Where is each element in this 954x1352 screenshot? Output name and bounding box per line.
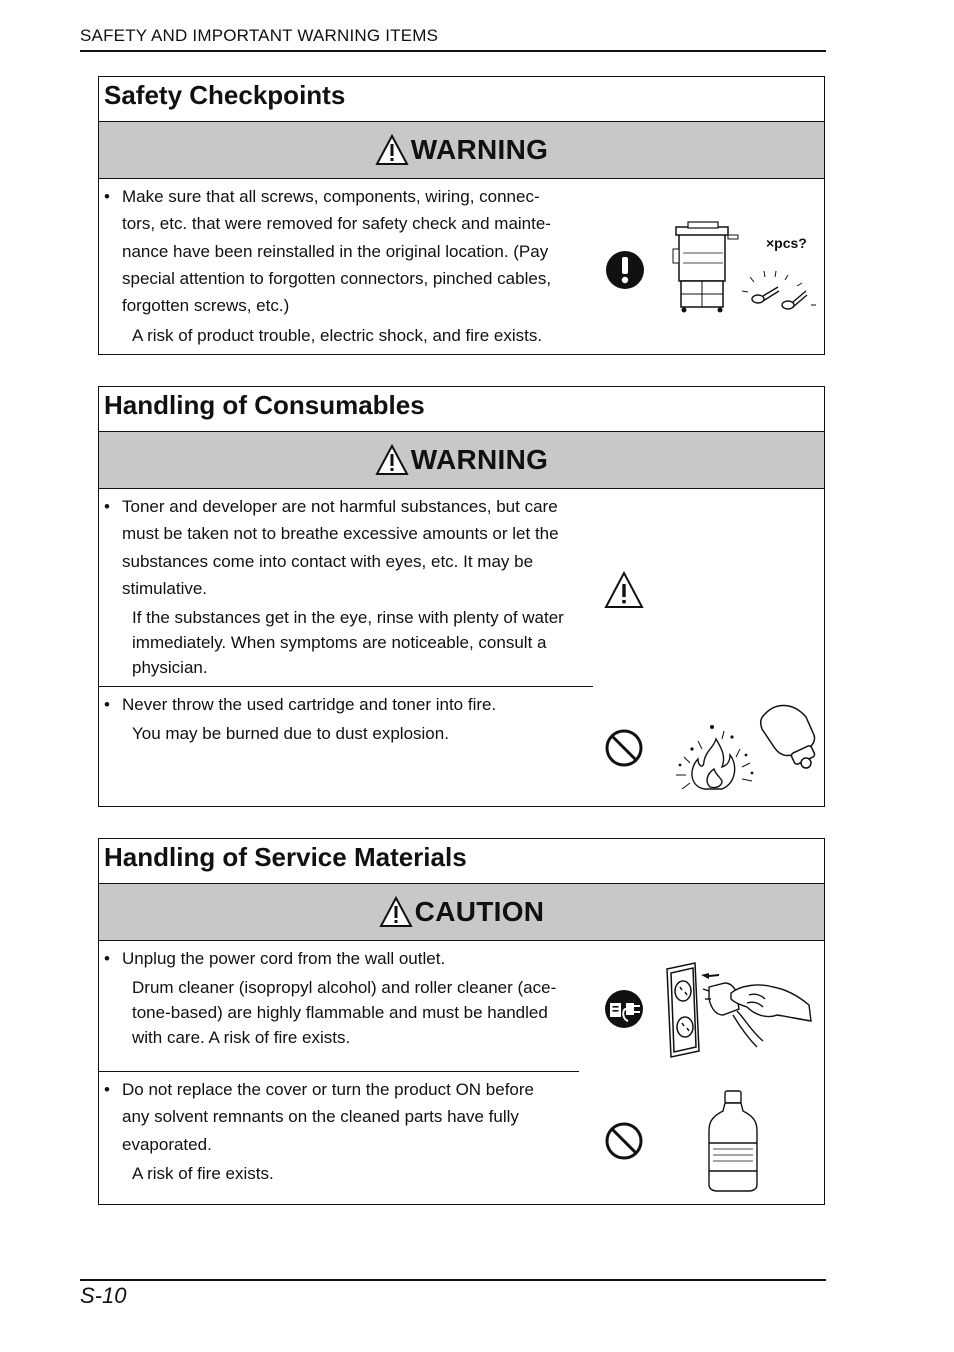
section-title: Handling of Service Materials [99,839,824,884]
item-note [99,605,593,680]
text-line: Toner and developer are not harmful substances, but care [122,497,558,516]
solvent-bottle-illustration [699,1087,769,1195]
bullet-item: • Make sure that all screws, components, wiring, connec- tors, etc. that were removed for safety check and mainte- nance have been reinstalled in the original location. (Pay special attention to forgotten connectors, pinched cables, forgotten screws, etc.) [99,183,593,319]
section-title: Safety Checkpoints [99,77,824,122]
item-note [99,975,593,1050]
bullet-item: • Do not replace the cover or turn the product ON before any solvent remnants on the cleaned parts have fully evaporated. [99,1076,593,1158]
text-line: special attention to forgotten connectors, pinched cables, [122,268,552,288]
prohibition-icon [604,1121,644,1161]
warning-label: WARNING [410,444,549,475]
unplug-icon [604,989,644,1029]
warning-banner [99,122,824,179]
item-note: You may be burned due to dust explosion. [132,724,449,744]
bullet-item: • Unplug the power cord from the wall outlet. [99,945,593,972]
text-line: stimulative. [122,578,208,598]
section-safety-checkpoints [98,76,825,355]
bullet-item: • Toner and developer are not harmful substances, but care must be taken not to breathe excessive amounts or let the substances come into contact with eyes, etc. It may be stimulative. [99,493,593,602]
note-line: with care. A risk of fire exists. [132,1028,351,1048]
row-divider [99,1071,579,1072]
prohibition-icon [604,728,644,768]
text-line: any solvent remnants on the cleaned parts have fully [122,1107,519,1127]
section-handling-service-materials [98,838,825,1205]
text-line: substances come into contact with eyes, etc. It may be [122,551,534,571]
pcs-label: ×pcs? [766,235,807,251]
warning-banner [99,432,824,489]
toner-fire-illustration [664,697,824,797]
footer-rule [80,1279,826,1281]
page-number: S-10 [80,1283,127,1308]
item-row [99,179,824,354]
text-line: tors, etc. that were removed for safety check and mainte- [122,214,551,234]
text-line: Do not replace the cover or turn the product ON before [122,1080,535,1099]
note-line: Drum cleaner (isopropyl alcohol) and roller cleaner (ace- [132,978,557,998]
section-handling-consumables [98,386,825,807]
warning-triangle-icon [375,444,409,476]
text-line: Unplug the power cord from the wall outlet. [122,949,446,968]
running-header: SAFETY AND IMPORTANT WARNING ITEMS [80,26,826,52]
warning-triangle-icon [375,134,409,166]
text-line: Never throw the used cartridge and toner into fire. [122,695,497,714]
note-line: If the substances get in the eye, rinse with plenty of water [132,608,564,628]
note-line: immediately. When symptoms are noticeable, consult a [132,633,547,653]
caution-triangle-icon [604,570,644,610]
item-row [99,941,824,1204]
caution-label: CAUTION [414,896,545,927]
section-title: Handling of Consumables [99,387,824,432]
note-line: physician. [132,658,208,678]
note-line: tone-based) are highly flammable and must be handled [132,1003,548,1023]
caution-banner [99,884,824,941]
warning-label: WARNING [410,134,549,165]
text-line: must be taken not to breathe excessive amounts or let the [122,524,559,544]
bullet-item: • Never throw the used cartridge and toner into fire. [99,691,593,718]
mandatory-exclamation-icon [605,250,645,290]
text-line: Make sure that all screws, components, wiring, connec- [122,187,540,206]
warning-triangle-icon [379,896,413,928]
item-note: A risk of product trouble, electric shock, and fire exists. [132,326,543,346]
item-row [99,489,824,806]
unplug-outlet-illustration [659,959,819,1059]
text-line: evaporated. [122,1134,212,1154]
text-line: forgotten screws, etc.) [122,296,290,316]
text-line: nance have been reinstalled in the original location. (Pay [122,241,549,261]
row-divider [99,686,593,687]
item-note: A risk of fire exists. [132,1163,274,1183]
copier-screws-illustration [654,219,824,315]
